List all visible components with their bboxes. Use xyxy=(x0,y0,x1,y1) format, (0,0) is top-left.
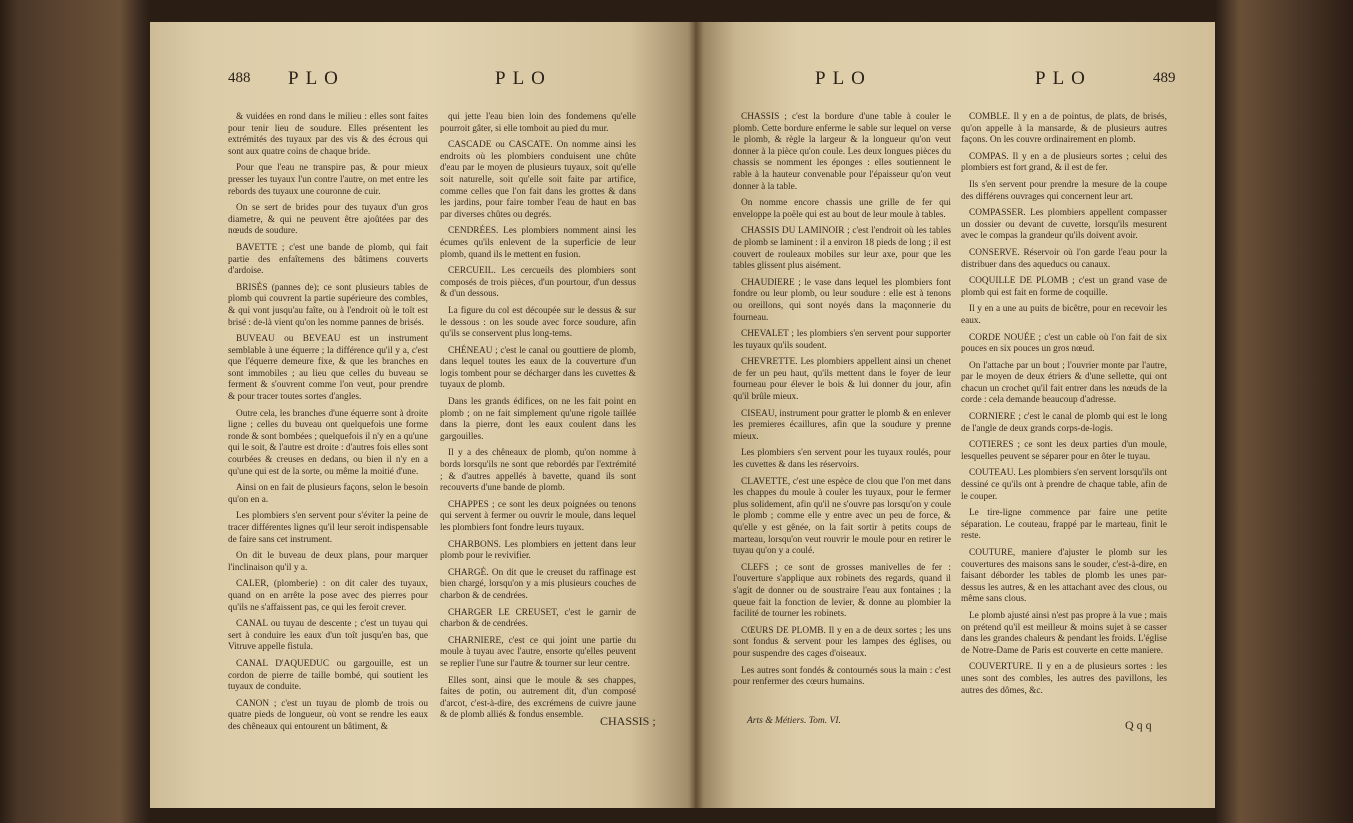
paragraph: La figure du col est découpée sur le dessus & sur le dessous : on les soude avec force soudure, afin qu'ils se conservent plus long-tems. xyxy=(440,305,636,340)
right-page-header xyxy=(695,68,1215,94)
paragraph: On se sert de brides pour des tuyaux d'un gros diametre, & qui ne peuvent être ajoûtées par des nœuds de soudure. xyxy=(228,203,428,237)
paragraph: CHÉNEAU ; c'est le canal ou gouttiere de plomb, dans lequel toutes les eaux de la couverture d'un logis tombent pour se décharger dans les cuvettes & tuyaux de plomb. xyxy=(440,345,636,391)
paragraph: Les plombiers s'en servent pour les tuyaux roulés, pour les cuvettes & dans les réservoirs. xyxy=(733,448,951,471)
right-column-1 xyxy=(733,112,951,694)
paragraph: On nomme encore chassis une grille de fer qui enveloppe la poële qui est au bout de leur moule à tables. xyxy=(733,198,951,220)
paragraph: CONSERVE. Réservoir où l'on garde l'eau pour la distribuer dans des aqueducs ou canaux. xyxy=(961,247,1167,270)
right-page xyxy=(695,22,1215,808)
paragraph: CHASSIS DU LAMINOIR ; c'est l'endroit où les tables de plomb se laminent : il a environ 18 pieds de long ; il est couvert de rouleaux mobiles sur leur axe, pour que les tables glissent plus aisément. xyxy=(733,226,951,272)
paragraph: Il y en a une au puits de bicêtre, pour en recevoir les eaux. xyxy=(961,304,1167,326)
paragraph: COMPASSER. Les plombiers appellent compasser un dossier ou devant de cuvette, lorsqu'ils mesurent avec le compas la grandeur qu'ils doivent avoir. xyxy=(961,208,1167,242)
paragraph: qui jette l'eau bien loin des fondemens qu'elle pourroit gâter, si elle tomboit au pied du mur. xyxy=(440,112,636,134)
paragraph: COMPAS. Il y en a de plusieurs sortes ; celui des plombiers est fort grand, & il est de fer. xyxy=(961,151,1167,174)
left-header-word-2: PLO xyxy=(495,68,552,89)
paragraph: CHAPPES ; ce sont les deux poignées ou tenons qui servent à fermer ou ouvrir le moule, dans lequel les plombiers font fondre leurs tuyaux. xyxy=(440,499,636,533)
footer-volume: Arts & Métiers. Tom. VI. xyxy=(747,716,841,726)
paragraph: CHEVALET ; les plombiers s'en servent pour supporter les tuyaux qu'ils soudent. xyxy=(733,329,951,351)
signature-mark: Q q q xyxy=(1125,718,1152,732)
paragraph: COTIERES ; ce sont les deux parties d'un moule, lesquelles peuvent se séparer pour en ôter le tuyau. xyxy=(961,440,1167,462)
paragraph: CHAUDIERE ; le vase dans lequel les plombiers font fondre ou leur plomb, ou leur soudure : elle est à tenons ou oreillons, qui sont noyés dans la maçonnerie du fourneau. xyxy=(733,277,951,323)
paragraph: Le tire-ligne commence par faire une petite séparation. Le couteau, frappé par le marteau, finit le reste. xyxy=(961,508,1167,542)
paragraph: CANAL ou tuyau de descente ; c'est un tuyau qui sert à conduire les eaux d'un toît jusqu'en bas, que Vitruve appelle fistula. xyxy=(228,619,428,653)
right-page-number: 489 xyxy=(1153,70,1176,86)
paragraph: CORNIERE ; c'est le canal de plomb qui est le long de l'angle de deux grands corps-de-logis. xyxy=(961,412,1167,434)
paragraph: Le plomb ajusté ainsi n'est pas propre à la vue ; mais on prétend qu'il est meilleur & moins sujet à se casser dans les grandes chaleurs & pendant les froids. L'église de Notre-Dame de Paris est couverte en cette maniere. xyxy=(961,610,1167,656)
paragraph: COUTURE, maniere d'ajuster le plomb sur les couvertures des maisons sans le souder, c'est-à-dire, en faisant déborder les tables de plomb les unes par-dessus les autres, & en les attachant avec des clous, ou même sans clous. xyxy=(961,548,1167,605)
paragraph: COUVERTURE. Il y en a de plusieurs sortes : les unes sont des combles, les autres des pavillons, les autres des dômes, &c. xyxy=(961,662,1167,696)
paragraph: CERCUEIL. Les cercueils des plombiers sont composés de trois pièces, d'un pourtour, d'un dessus & d'un dessous. xyxy=(440,266,636,300)
paragraph: CHARGER LE CREUSET, c'est le garnir de charbon & de cendrées. xyxy=(440,607,636,630)
paragraph: CENDRÉES. Les plombiers nomment ainsi les écumes qu'ils enlevent de la superficie de leur plomb, quand ils le mettent en fusion. xyxy=(440,226,636,260)
paragraph: CHARNIERE, c'est ce qui joint une partie du moule à tuyau avec l'autre, ensorte qu'elles peuvent se replier l'une sur l'autre & tourner sur leur centre. xyxy=(440,635,636,669)
paragraph: Les autres sont fondés & contournés sous la main : c'est pour renfermer des cœurs humains. xyxy=(733,665,951,688)
paragraph: BAVETTE ; c'est une bande de plomb, qui fait partie des enfaîtemens des bâtimens couverts d'ardoise. xyxy=(228,242,428,277)
paragraph: CŒURS DE PLOMB. Il y en a de deux sortes ; les uns sont fondus & servent pour les lampes des églises, ou pour suspendre des cages d'oiseaux. xyxy=(733,625,951,659)
paragraph: CHARGÉ. On dit que le creuset du raffinage est bien chargé, lorsqu'on y a mis plusieurs couches de charbon & de cendrées. xyxy=(440,567,636,601)
paragraph: CANAL D'AQUEDUC ou gargouille, est un cordon de pierre de taille bombé, qui soutient les tuyaux de conduite. xyxy=(228,658,428,693)
paragraph: Outre cela, les branches d'une équerre sont à droite ligne ; celles du buveau ont quelquefois une forme ronde & sont bombées ; quelquefois il n'y en a qu'une qui le soit, & l'autre est droite : d'autres fois elles sont courbées & creuses en dedans, ou bien il n'y en a qu'une qui est de la sorte, ou même la moitié d'une. xyxy=(228,408,428,477)
paragraph: CASCADE ou CASCATE. On nomme ainsi les endroits où les plombiers conduisent une chûte d'eau par le moyen de plusieurs tuyaux, soit qu'elle soit naturelle, soit qu'elle soit faite par artifice, comme celles que l'on fait dans les grottes & dans les jardins, pour faire tomber l'eau de haut en bas par diverses chûtes ou degrés. xyxy=(440,140,636,220)
right-column-2 xyxy=(961,112,1167,702)
right-header-word-2: PLO xyxy=(1035,68,1092,89)
paragraph: Elles sont, ainsi que le moule & ses chappes, faites de potin, ou autrement dit, d'un composé d'arcot, c'est-à-dire, des excrémens de cuivre jaune & de plomb alliés & fondus ensemble. xyxy=(440,675,636,721)
paragraph: On dit le buveau de deux plans, pour marquer l'inclinaison qu'il y a. xyxy=(228,551,428,573)
paragraph: On l'attache par un bout ; l'ouvrier monte par l'autre, par le moyen de deux étriers & d'une sellette, qui ont chacun un crochet qu'il fait entrer dans les nœuds de la corde : cela demande beaucoup d'adresse. xyxy=(961,360,1167,406)
paragraph: & vuidées en rond dans le milieu : elles sont faites pour tenir lieu de soudure. Elles présentent les extrémités des tuyaux par des vis & des écrous qui sont aux quatre coins de chaque bride. xyxy=(228,112,428,157)
paragraph: CHASSIS ; c'est la bordure d'une table à couler le plomb. Cette bordure enferme le sable sur lequel on verse le plomb, & règle la largeur & la longueur qu'on veut donner à la pièce qu'on coule. Les deux longues pièces du chassis se nomment les éponges : elles soutiennent le rable à la hauteur convenable pour l'épaisseur qu'on veut donner à la table. xyxy=(733,112,951,192)
paragraph: COUTEAU. Les plombiers s'en servent lorsqu'ils ont dessiné ce qu'ils ont à prendre de chaque table, afin de le couper. xyxy=(961,468,1167,502)
paragraph: CLEFS ; ce sont de grosses manivelles de fer : l'ouverture s'applique aux robinets des regards, quand il s'agit de donner ou de soustraire l'eau aux fontaines ; la queue fait la fonction de levier, & donne au plombier la facilité de tourner les robinets. xyxy=(733,562,951,620)
left-column-2 xyxy=(440,112,636,727)
paragraph: COQUILLE DE PLOMB ; c'est un grand vase de plomb qui est fait en forme de coquille. xyxy=(961,276,1167,298)
paragraph: BUVEAU ou BEVEAU est un instrument semblable à une équerre ; la différence qu'il y a, c'est que l'équerre demeure fixe, & que les branches en sont immobiles ; au lieu que celles du buveau se ferment & s'ouvrent comme l'on veut, pour prendre & pour tracer toutes sortes d'angles. xyxy=(228,334,428,403)
paragraph: Dans les grands édifices, on ne les fait point en plomb ; on ne fait simplement qu'une rigole taillée dans la pierre, dont les eaux coulent dans les gargouilles. xyxy=(440,397,636,442)
left-page-number: 488 xyxy=(228,70,251,86)
paragraph: COMBLE. Il y en a de pointus, de plats, de brisés, qu'on appelle à la mansarde, & de plusieurs autres façons. On les couvre ordinairement en plomb. xyxy=(961,112,1167,146)
paragraph: CLAVETTE, c'est une espèce de clou que l'on met dans les chappes du moule à couler les tuyaux, pour le fermer plus solidement, afin qu'il ne s'ouvre pas lorsqu'on y coule le plomb ; comme elle y entre avec un peu de force, & qu'elle y est gênée, on la fait sortir à petits coups de marteau, lorsqu'on veut rouvrir le moule pour en retirer le tuyau qu'on y a coulé. xyxy=(733,476,951,557)
paragraph: Les plombiers s'en servent pour s'éviter la peine de tracer différentes lignes qu'il leur seroit indispensable de faire sans cet instrument. xyxy=(228,511,428,545)
left-column-1 xyxy=(228,112,428,739)
paragraph: Pour que l'eau ne transpire pas, & pour mieux presser les tuyaux l'un contre l'autre, on met entre les rebords des tuyaux une couronne de cuir. xyxy=(228,163,428,197)
right-header-word-1: PLO xyxy=(815,68,872,89)
paragraph: CISEAU, instrument pour gratter le plomb & en enlever les premieres écaillures, afin que la soudure y prenne mieux. xyxy=(733,408,951,442)
paragraph: CHEVRETTE. Les plombiers appellent ainsi un chenet de fer un peu haut, qu'ils mettent dans le foyer de leur fourneau pour élever le bois & lui donner du jour, afin qu'il brûle mieux. xyxy=(733,357,951,403)
gutter-shadow xyxy=(688,22,704,808)
paragraph: CALER, (plomberie) : on dit caler des tuyaux, quand on en arrête la pose avec des pierres pour qu'ils ne s'affaissent pas, ce qui les feroit crever. xyxy=(228,579,428,613)
paragraph: BRISÉS (pannes de); ce sont plusieurs tables de plomb qui couvrent la partie supérieure des combles, & qui vont jusqu'au faîte, ou à l'endroit où le toît est brisé : de-là vient qu'on les nomme pannes de brisés. xyxy=(228,282,428,328)
left-page xyxy=(150,22,695,808)
paragraph: Il y a des chêneaux de plomb, qu'on nomme à bords lorsqu'ils ne sont que rebordés par l'extrémité ; & d'autres appellés à bavette, quand ils sont recouverts d'une bande de plomb. xyxy=(440,448,636,494)
paragraph: CORDE NOUÉE ; c'est un cable où l'on fait de six pouces en six pouces un gros nœud. xyxy=(961,332,1167,355)
paragraph: Ainsi on en fait de plusieurs façons, selon le besoin qu'on en a. xyxy=(228,483,428,505)
left-header-word-1: PLO xyxy=(288,68,345,89)
paragraph: CANON ; c'est un tuyau de plomb de trois ou quatre pieds de longueur, où vont se rendre les eaux des chêneaux qui entourent un bâtiment, & xyxy=(228,698,428,732)
catchword: CHASSIS ; xyxy=(600,714,656,728)
paragraph: CHARBONS. Les plombiers en jettent dans leur plomb pour le revivifier. xyxy=(440,539,636,562)
paragraph: Ils s'en servent pour prendre la mesure de la coupe des différens ouvrages qui concernent leur art. xyxy=(961,179,1167,202)
left-page-header xyxy=(150,68,695,94)
